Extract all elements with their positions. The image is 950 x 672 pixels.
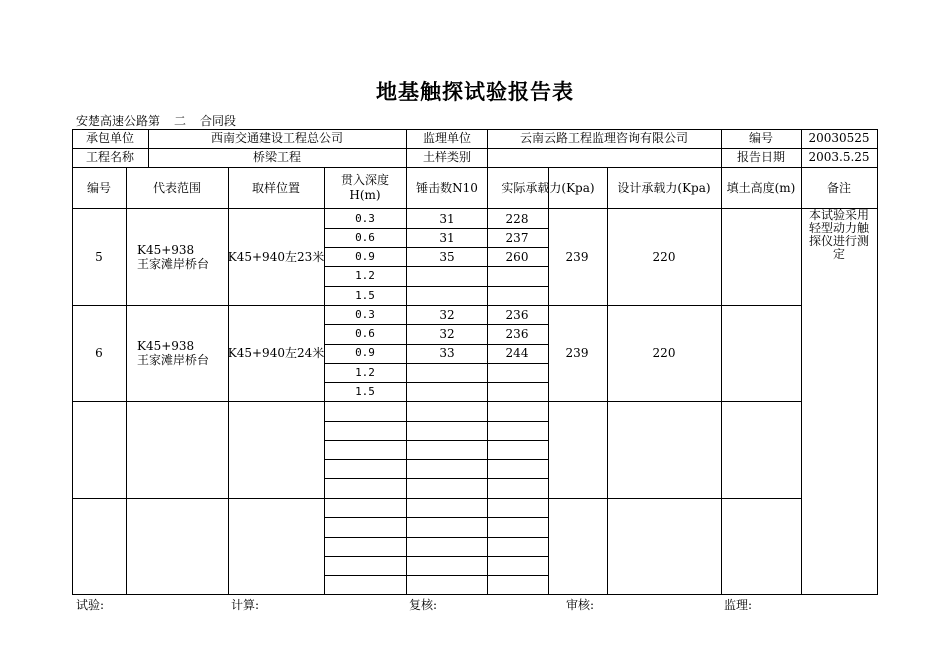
project-prefix: 安楚高速公路第 bbox=[76, 114, 161, 128]
report-title: 地基触探试验报告表 bbox=[376, 79, 574, 104]
n10-cell: 35 bbox=[439, 250, 455, 264]
code-value: 20030525 bbox=[808, 131, 870, 145]
project-section: 二 bbox=[160, 112, 200, 130]
group-range-name: 王家滩岸桥台 bbox=[137, 257, 210, 271]
capacity-cell: 228 bbox=[505, 212, 529, 226]
design-capacity: 220 bbox=[652, 250, 676, 264]
contractor-value: 西南交通建设工程总公司 bbox=[210, 131, 344, 145]
n10-cell: 33 bbox=[439, 346, 455, 360]
col-actual: 实际承载力(Kpa) bbox=[501, 181, 595, 195]
project-line bbox=[76, 112, 236, 130]
n10-cell: 32 bbox=[439, 308, 455, 322]
depth-cell: 0.6 bbox=[355, 327, 375, 340]
col-design: 设计承载力(Kpa) bbox=[617, 181, 711, 195]
capacity-cell: 237 bbox=[505, 231, 529, 245]
project-suffix: 合同段 bbox=[200, 114, 237, 128]
group-position: K45+940左24米 bbox=[227, 346, 325, 360]
depth-cell: 0.3 bbox=[355, 308, 375, 321]
n10-cell: 31 bbox=[439, 231, 455, 245]
project-label: 工程名称 bbox=[85, 150, 135, 164]
project-value: 桥梁工程 bbox=[252, 150, 302, 164]
col-depth-line1: 贯入深度 bbox=[340, 173, 390, 187]
sign-supervise: 监理: bbox=[724, 598, 753, 612]
contractor-label: 承包单位 bbox=[85, 131, 135, 145]
group-range-station: K45+938 bbox=[137, 339, 195, 353]
col-no: 编号 bbox=[86, 181, 112, 195]
sign-calc: 计算: bbox=[231, 598, 260, 612]
date-label: 报告日期 bbox=[736, 150, 786, 164]
group-position: K45+940左23米 bbox=[227, 250, 325, 264]
sign-test: 试验: bbox=[76, 598, 105, 612]
col-position: 取样位置 bbox=[251, 181, 301, 195]
supervisor-label: 监理单位 bbox=[422, 131, 472, 145]
sign-audit: 审核: bbox=[566, 598, 595, 612]
depth-cell: 1.2 bbox=[355, 366, 375, 379]
capacity-cell: 236 bbox=[505, 308, 529, 322]
supervisor-value: 云南云路工程监理咨询有限公司 bbox=[519, 131, 689, 145]
report-table bbox=[72, 129, 878, 595]
depth-cell: 0.9 bbox=[355, 250, 375, 263]
group-no: 5 bbox=[95, 250, 103, 264]
date-value: 2003.5.25 bbox=[808, 150, 870, 164]
capacity-cell: 244 bbox=[505, 346, 529, 360]
depth-cell: 1.5 bbox=[355, 385, 375, 398]
depth-cell: 1.2 bbox=[355, 269, 375, 282]
depth-cell: 0.9 bbox=[355, 346, 375, 359]
n10-cell: 32 bbox=[439, 327, 455, 341]
group-no: 6 bbox=[95, 346, 103, 360]
col-n10: 锤击数N10 bbox=[416, 181, 478, 195]
sign-review: 复核: bbox=[409, 598, 438, 612]
depth-cell: 0.3 bbox=[355, 212, 375, 225]
design-capacity: 220 bbox=[652, 346, 676, 360]
col-range: 代表范围 bbox=[152, 181, 202, 195]
col-remark: 备注 bbox=[826, 181, 852, 195]
code-label: 编号 bbox=[748, 131, 774, 145]
capacity-cell: 236 bbox=[505, 327, 529, 341]
group-range-station: K45+938 bbox=[137, 243, 195, 257]
remark-text: 本试验采用轻型动力触探仪进行测定 bbox=[809, 208, 870, 261]
soil-label: 土样类别 bbox=[422, 150, 472, 164]
depth-cell: 0.6 bbox=[355, 231, 375, 244]
col-fill: 填土高度(m) bbox=[726, 181, 796, 195]
capacity-cell: 260 bbox=[505, 250, 529, 264]
group-range-name: 王家滩岸桥台 bbox=[137, 353, 210, 367]
actual-capacity: 239 bbox=[565, 346, 589, 360]
actual-capacity: 239 bbox=[565, 250, 589, 264]
n10-cell: 31 bbox=[439, 212, 455, 226]
col-depth-line2: H(m) bbox=[349, 188, 381, 202]
depth-cell: 1.5 bbox=[355, 289, 375, 302]
